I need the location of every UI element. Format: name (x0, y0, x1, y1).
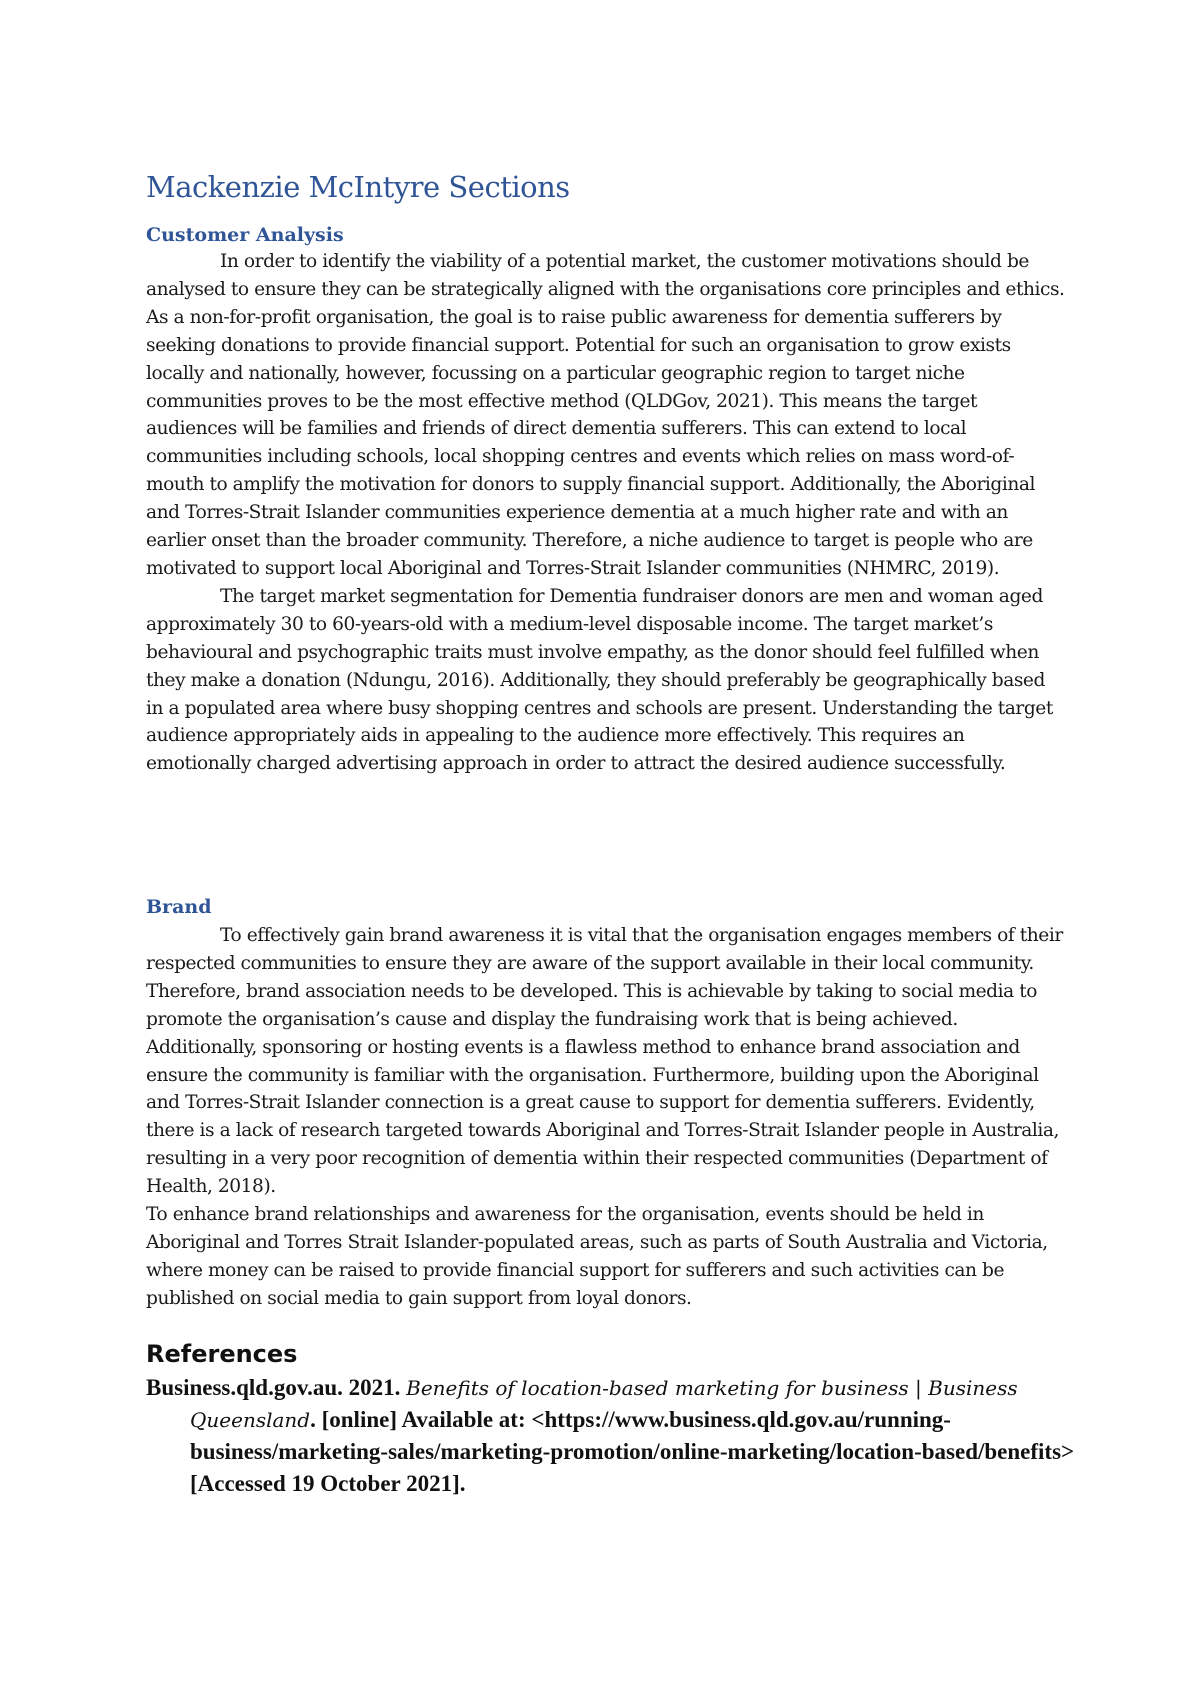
brand-body (146, 922, 1066, 1313)
brand-heading: Brand (146, 896, 212, 918)
reference-source: Business.qld.gov.au. 2021. (146, 1375, 401, 1400)
reference-title: Benefits of location-based marketing for business | Business Queensland (190, 1376, 1018, 1432)
reference-url: <https://www.business.qld.gov.au/running-business/marketing-sales/marketing-promotion/online-marketing/location-based/benefits> (190, 1407, 1075, 1464)
reference-accessed: [Accessed 19 October 2021]. (190, 1471, 466, 1496)
references-heading: References (146, 1340, 298, 1368)
reference-online-label: . [online] Available at: (310, 1407, 526, 1432)
brand-paragraph-1: To effectively gain brand awareness it is vital that the organisation engages members of their respected communities to ensure they are aware of the support available in their local community. Therefore, brand association needs to be developed. This is achievable by taking to social media to promote the organisation’s cause and display the fundraising work that is being achieved. Additionally, sponsoring or hosting events is a flawless method to enhance brand association and ensure the community is familiar with the organisation. Furthermore, building upon the Aboriginal and Torres-Strait Islander connection is a great cause to support for dementia sufferers. Evidently, there is a lack of research targeted towards Aboriginal and Torres-Strait Islander people in Australia, resulting in a very poor recognition of dementia within their respected communities (Department of Health, 2018). (146, 925, 1063, 1198)
customer-analysis-heading: Customer Analysis (146, 224, 344, 246)
document-title: Mackenzie McIntyre Sections (146, 170, 570, 204)
reference-entry (146, 1372, 1110, 1500)
customer-analysis-body (146, 248, 1066, 778)
customer-analysis-paragraph-2: The target market segmentation for Dementia fundraiser donors are men and woman aged approximately 30 to 60-years-old with a medium-level disposable income. The target market’s behavioural and psychographic traits must involve empathy, as the donor should feel fulfilled when they make a donation (Ndungu, 2016). Additionally, they should preferably be geographically based in a populated area where busy shopping centres and schools are present. Understanding the target audience appropriately aids in appealing to the audience more effectively. This requires an emotionally charged advertising approach in order to attract the desired audience successfully. (146, 585, 1053, 775)
brand-paragraph-2: To enhance brand relationships and awareness for the organisation, events should be held in Aboriginal and Torres Strait Islander-populated areas, such as parts of South Australia and Victoria, where money can be raised to provide financial support for sufferers and such activities can be published on social media to gain support from loyal donors. (146, 1204, 1048, 1309)
customer-analysis-paragraph-1: In order to identify the viability of a potential market, the customer motivations should be analysed to ensure they can be strategically aligned with the organisations core principles and ethics. As a non-for-profit organisation, the goal is to raise public awareness for dementia sufferers by seeking donations to provide financial support. Potential for such an organisation to grow exists locally and nationally, however, focussing on a particular geographic region to target niche communities proves to be the most effective method (QLDGov, 2021). This means the target audiences will be families and friends of direct dementia sufferers. This can extend to local communities including schools, local shopping centres and events which relies on mass word-of-mouth to amplify the motivation for donors to supply financial support. Additionally, the Aboriginal and Torres-Strait Islander communities experience dementia at a much higher rate and with an earlier onset than the broader community. Therefore, a niche audience to target is people who are motivated to support local Aboriginal and Torres-Strait Islander communities (NHMRC, 2019). (146, 251, 1065, 579)
